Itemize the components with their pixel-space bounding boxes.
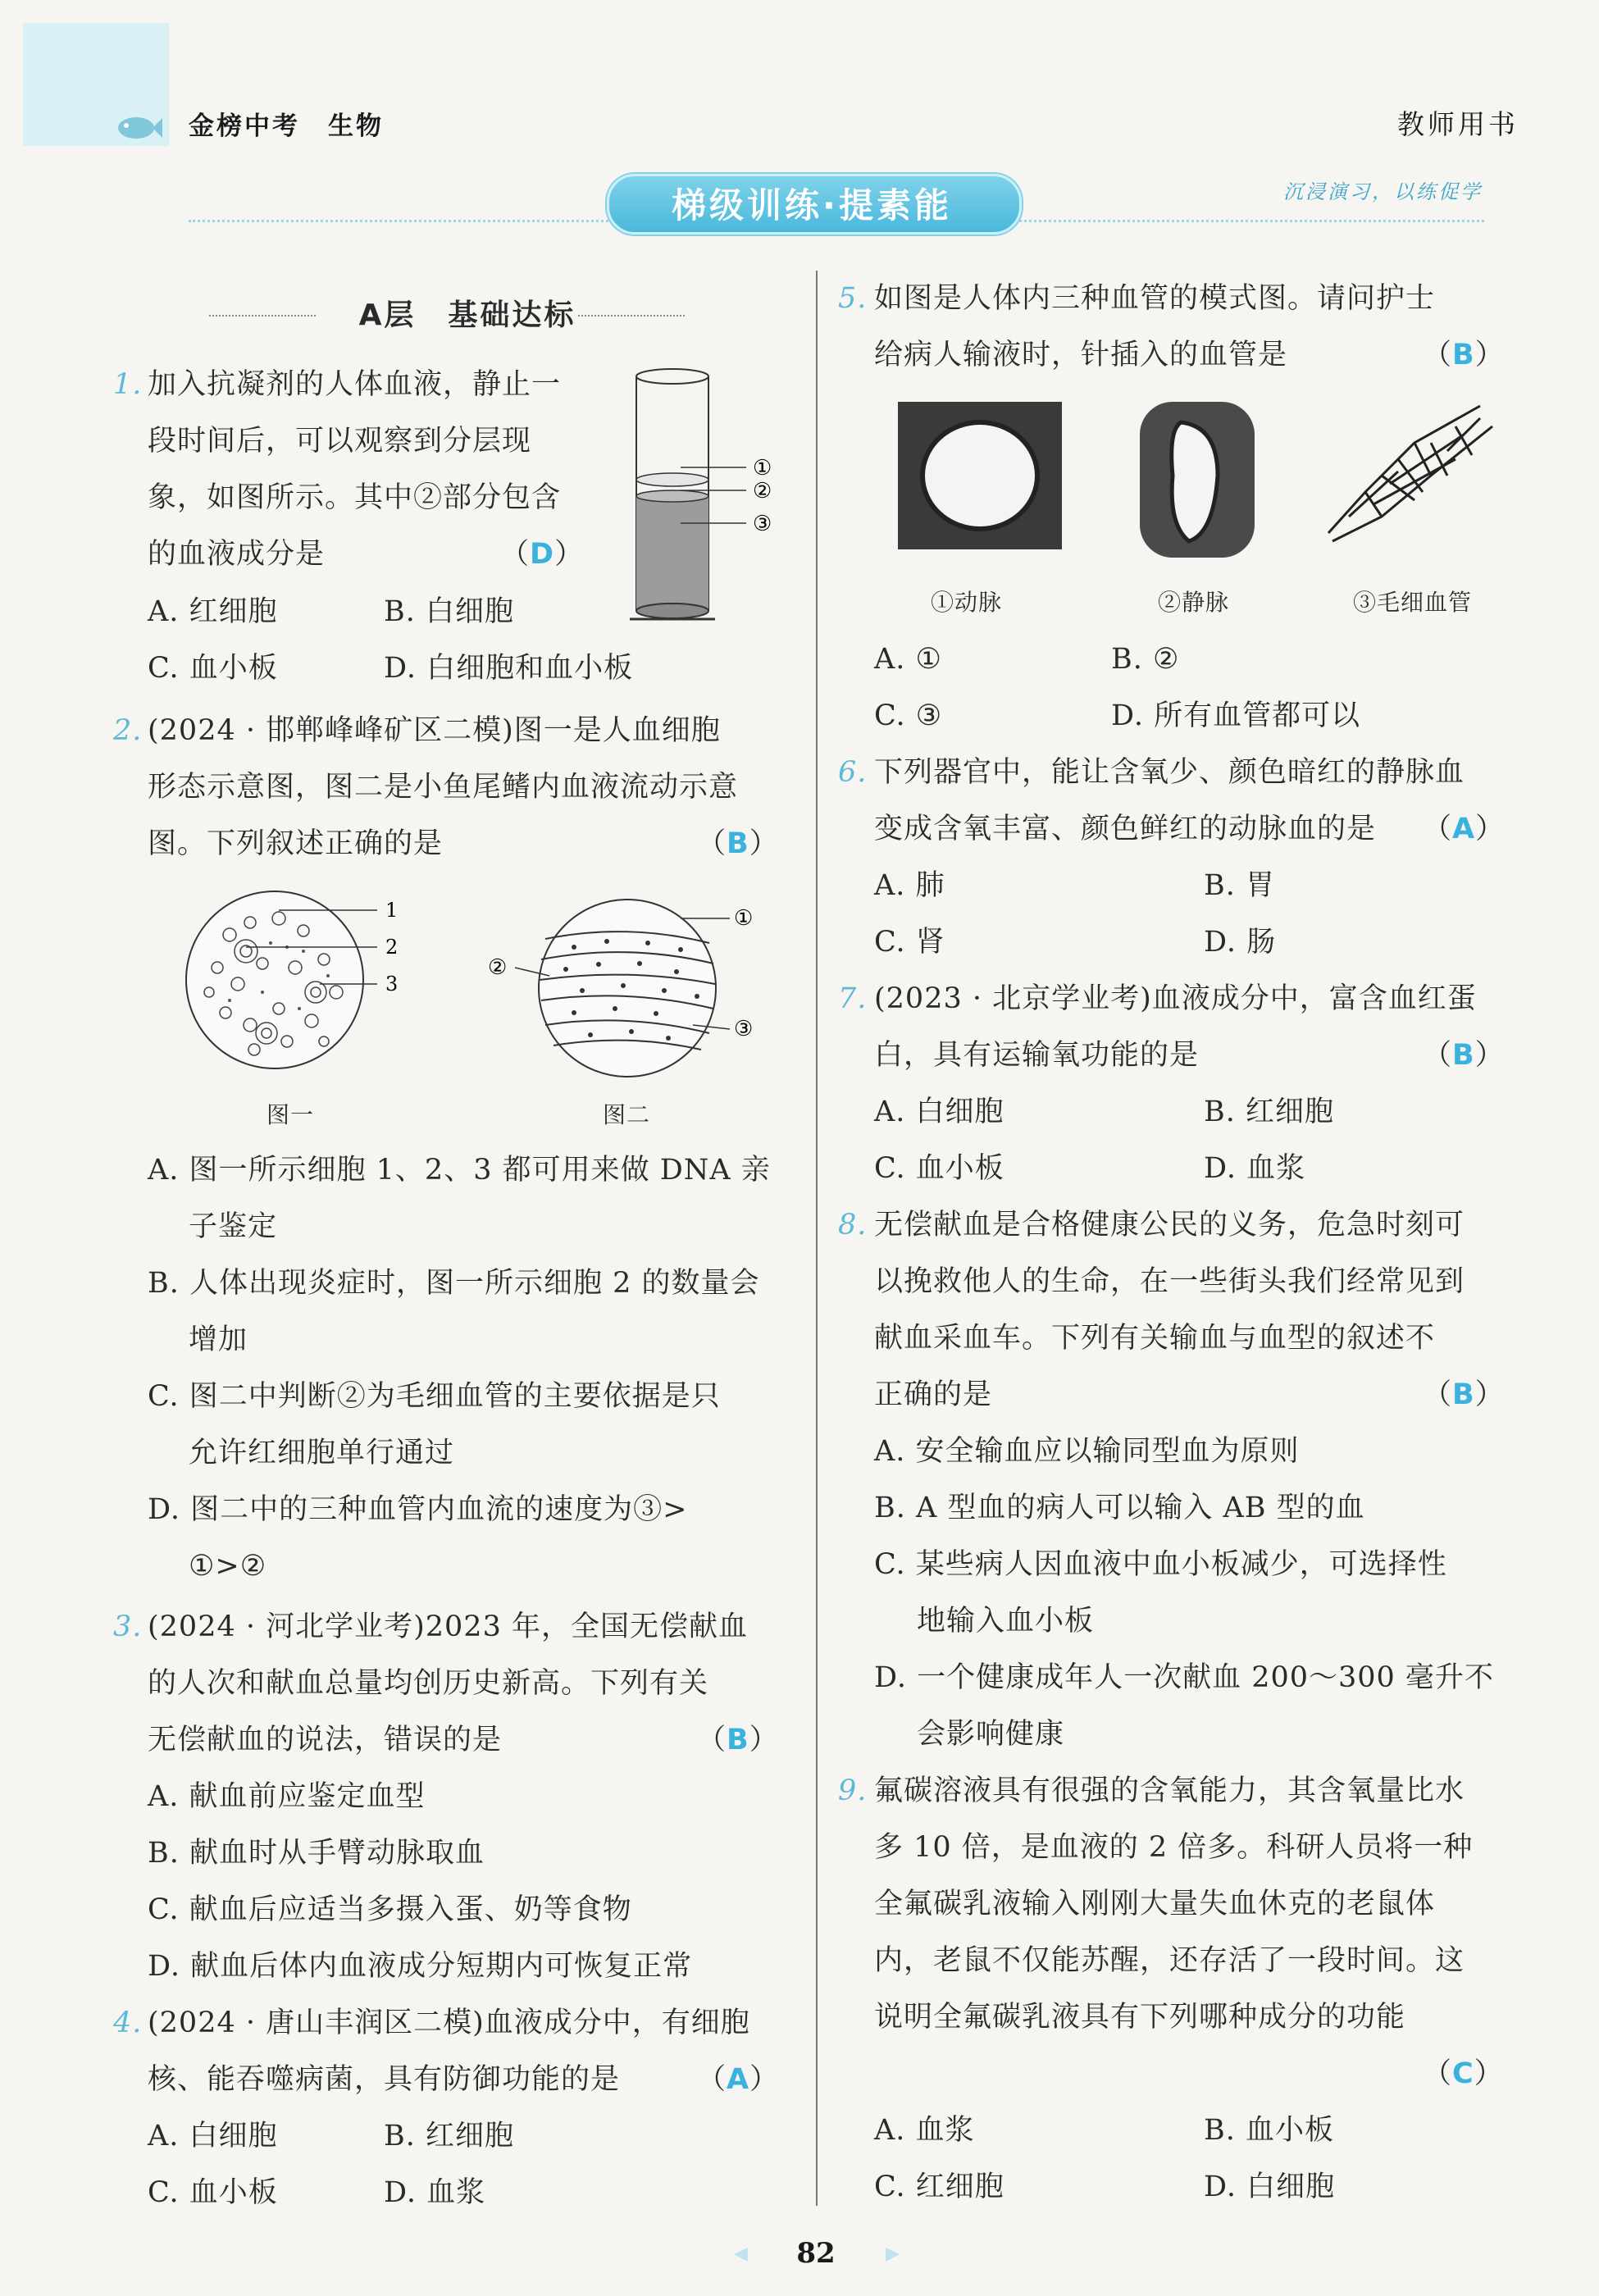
stem-line: 图。下列叙述正确的是 [148,827,444,860]
answer-letter: B [1452,339,1475,371]
question-1 [113,357,142,413]
cell-label: 3 [385,973,399,995]
question-6 [838,745,867,801]
option: D. 血浆 [1204,1152,1306,1185]
option: B. 人体出现炎症时，图一所示细胞 2 的数量会 [148,1267,760,1300]
option: A. ① [874,643,942,676]
stem-line: 无偿献血是合格健康公民的义务，危急时刻可 [874,1209,1465,1241]
cell-label: 1 [385,899,399,922]
page-number: 82 [796,2237,836,2270]
stem-line: 如图是人体内三种血管的模式图。请问护士 [874,282,1436,315]
answer-box: （A） [1423,813,1506,845]
question-2-options [148,1142,804,1595]
section-banner-title: 梯级训练·提素能 [672,185,952,226]
prev-arrow-icon: ◀ [734,2244,748,2264]
blood-cells-figure [180,886,426,1115]
option: B. 血小板 [1204,2114,1334,2147]
tube-label: ③ [753,512,773,536]
vessel-label: ① [734,906,754,931]
option-continued: 会影响健康 [917,1718,1065,1751]
option: C. 某些病人因血液中血小板减少，可选择性 [874,1548,1447,1581]
option: B. 白细胞 [384,595,514,628]
option: D. 献血后体内血液成分短期内可恢复正常 [148,1950,693,1983]
answer-letter: B [727,827,749,860]
question-number: 3. [113,1610,143,1643]
question-number: 8. [838,1209,868,1241]
option: A. 白细胞 [874,1096,1004,1128]
option: A. 白细胞 [148,2120,278,2152]
option: A. 安全输血应以输同型血为原则 [874,1435,1300,1468]
option: B. 红细胞 [1204,1096,1334,1128]
option-continued: 地输入血小板 [917,1605,1095,1638]
figure-caption: 图一 [266,1101,315,1128]
book-title: 金榜中考 生物 [189,112,384,141]
option: A. 图一所示细胞 1、2、3 都可用来做 DNA 亲 [148,1154,771,1187]
answer-box: （B） [697,827,779,860]
vessel-label: ② [488,955,508,980]
option: C. 红细胞 [874,2171,1004,2203]
question-8 [838,1197,867,1254]
option: C. 献血后应适当多摄入蛋、奶等食物 [148,1893,632,1926]
question-7 [838,971,867,1027]
option-continued: ①>② [189,1550,267,1583]
option-continued: 允许红细胞单行通过 [189,1437,455,1469]
option: D. 血浆 [384,2176,486,2209]
option-continued: 子鉴定 [189,1210,278,1243]
stem-line: 变成含氧丰富、颜色鲜红的动脉血的是 [874,813,1377,845]
vessel-caption: ③毛细血管 [1353,589,1473,616]
answer-letter: A [727,2063,750,2096]
stem-line: 的人次和献血总量均创历史新高。下列有关 [148,1667,709,1700]
stem-line: 白，具有运输氧功能的是 [874,1039,1200,1072]
question-8-stem [874,1197,1530,1763]
option: C. 图二中判断②为毛细血管的主要依据是只 [148,1380,721,1413]
option: B. 献血时从手臂动脉取血 [148,1837,485,1870]
question-2 [113,703,142,759]
stem-line: 正确的是 [874,1378,993,1411]
answer-box: （B） [1423,339,1505,371]
question-number: 2. [113,714,143,747]
stem-line: 给病人输液时，针插入的血管是 [874,339,1288,371]
option: B. A 型血的病人可以输入 AB 型的血 [874,1492,1365,1524]
answer-letter: B [727,1724,749,1756]
option: B. 胃 [1204,869,1275,902]
answer-letter: D [530,538,555,571]
stem-line: 多 10 倍，是血液的 2 倍多。科研人员将一种 [874,1831,1474,1864]
level-a-title: A层 基础达标 [358,298,576,332]
option: C. 血小板 [874,1152,1004,1185]
stem-line: 下列器官中，能让含氧少、颜色暗红的静脉血 [874,756,1465,789]
cell-label: 2 [385,936,399,959]
teacher-edition-label: 教师用书 [1397,108,1519,140]
answer-box: （B） [1423,1039,1505,1072]
question-number: 7. [838,982,868,1015]
stem-line: 加入抗凝剂的人体血液，静止一 [148,368,562,401]
stem-line: 核、能吞噬病菌，具有防御功能的是 [148,2063,621,2096]
question-number: 9. [838,1774,868,1807]
answer-box: （B） [1423,1378,1505,1411]
figure-caption: 图二 [603,1101,651,1128]
tube-label: ① [753,456,773,481]
column-divider [816,271,818,2206]
option: B. ② [1111,643,1180,676]
question-9-stem [874,1763,1530,2046]
question-number: 1. [113,368,143,401]
option: D. 一个健康成年人一次献血 200～300 毫升不 [874,1661,1494,1694]
stem-line: 的血液成分是 [148,538,326,571]
vessel-caption: ②静脉 [1158,589,1230,616]
stem-line: 说明全氟碳乳液具有下列哪种成分的功能 [874,2001,1406,2034]
option: D. 白细胞 [1204,2171,1336,2203]
option: C. 肾 [874,926,945,959]
test-tube-figure [623,365,795,627]
fish-logo-icon [113,113,162,143]
answer-letter: A [1452,813,1476,845]
stem-line: 内，老鼠不仅能苏醒，还存活了一段时间。这 [874,1944,1465,1977]
question-number: 5. [838,282,868,315]
next-arrow-icon: ▶ [886,2244,900,2264]
question-4 [113,1995,142,2052]
vessel-caption: ①动脉 [931,589,1003,616]
tube-label: ② [753,479,773,503]
option: A. 肺 [874,869,945,902]
option: A. 献血前应鉴定血型 [148,1780,426,1813]
stem-line: 形态示意图，图二是小鱼尾鳍内血液流动示意 [148,771,739,804]
stem-line: 氟碳溶液具有很强的含氧能力，其含氧量比水 [874,1774,1465,1807]
option: D. 图二中的三种血管内血流的速度为③> [148,1493,688,1526]
stem-line: 无偿献血的说法，错误的是 [148,1724,503,1756]
answer-letter: B [1452,1039,1475,1072]
option: C. 血小板 [148,2176,278,2209]
question-number: 6. [838,756,868,789]
question-5 [838,271,867,327]
question-number: 4. [113,2007,143,2039]
question-3 [113,1599,142,1656]
option-continued: 增加 [189,1323,248,1356]
option: A. 红细胞 [148,595,278,628]
answer-box: （A） [697,2063,780,2096]
stem-line: 全氟碳乳液输入刚刚大量失血休克的老鼠体 [874,1888,1436,1920]
stem-line: (2024 · 唐山丰润区二模)血液成分中，有细胞 [148,2007,750,2039]
answer-box: （C） [1423,2057,1504,2090]
option: D. 所有血管都可以 [1111,699,1361,732]
stem-line: 象，如图所示。其中②部分包含 [148,481,562,514]
fish-tail-figure [484,894,771,1091]
option: A. 血浆 [874,2114,975,2147]
stem-line: (2024 · 邯郸峰峰矿区二模)图一是人血细胞 [148,714,721,747]
question-9 [838,1763,867,1820]
stem-line: (2024 · 河北学业考)2023 年，全国无偿献血 [148,1610,748,1643]
question-3-stem [148,1599,804,1995]
answer-box: （B） [697,1724,779,1756]
blood-vessels-figure [890,394,1513,590]
answer-letter: B [1452,1378,1475,1411]
option: C. ③ [874,699,943,732]
vessel-label: ③ [734,1017,754,1041]
option: D. 肠 [1204,926,1277,959]
option: D. 白细胞和血小板 [384,652,634,685]
option: B. 红细胞 [384,2120,514,2152]
slogan: 沉浸演习，以练促学 [1283,180,1483,203]
stem-line: (2023 · 北京学业考)血液成分中，富含血红蛋 [874,982,1477,1015]
stem-line: 段时间后，可以观察到分层现 [148,425,532,458]
option: C. 血小板 [148,652,278,685]
answer-box: （D） [500,538,585,571]
stem-line: 以挽救他人的生命，在一些街头我们经常见到 [874,1265,1465,1298]
answer-letter: C [1452,2057,1474,2090]
stem-line: 献血采血车。下列有关输血与血型的叙述不 [874,1322,1436,1355]
